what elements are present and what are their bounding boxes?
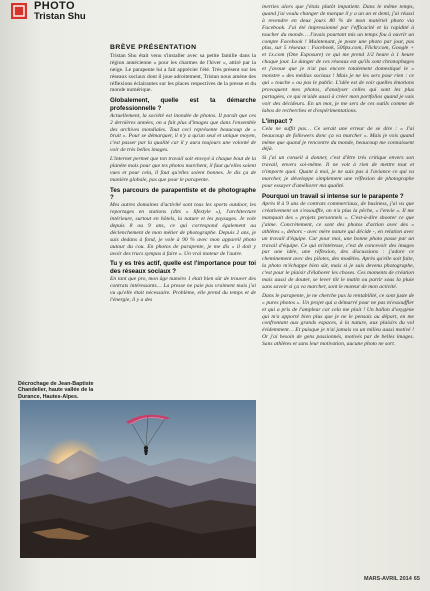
question-5: Pourquoi un travail si intense sur le parapente ? xyxy=(262,192,404,200)
answer-5-paragraph-2: Dans le parapente, je ne cherche pas la rentabilité, ce sont juste de « pures photos ». Un projet qui a démarré pour ne pas m'essouffler et qui a pris de l'ampleur car cela me plait ! Un ballon d'oxygène qui m'a apporté bien plus que je ne le pensais au départ, en me confrontant aux grands espaces, à la nature, aux plaisirs du vol évidemment… Et puisque je n'ai jamais vu un milieu aussi motivé ! Or j'ai besoin de gens passionnés, motivés par de belles images. Sans athlètes et sans leur motivation, aucune photo ne sort. xyxy=(262,292,414,348)
answer-2-paragraph: Mes autres domaines d'activité sont tous les sports outdoor, les reportages en stations (dits « lifestyle »), l'architecture intérieure, surtout en hôtels, la nature et les paysages. Je vole depuis 8 ou 9 ans, ce qui correspond également au déclenchement de mon métier de photographe. Depuis 2 ans, je suis dedans à fond, je vole à 90 % avec mon appareil photo autour du cou. En photos de parapente, je me dis « il doit y avoir des trucs sympas à faire ». Un vrai moteur de l'autre. xyxy=(110,202,256,257)
answer-3-paragraph: En tant que pro, mon âge numéro 1 était bien sûr de trouver des contrats intéressants… La presse ne paie pas vraiment mais j'ai vu qu'elle était nécessaire. Problème, elle prend du temps et de l'énergie, il y a des xyxy=(110,275,256,303)
section-label: PHOTO xyxy=(34,0,75,12)
paraglider-photo xyxy=(20,400,256,558)
issue-date: MARS-AVRIL 2014 xyxy=(364,576,412,582)
article-column-right xyxy=(262,4,414,350)
answer-4-paragraph-1: Cela ne suffit pas… Ce serait une erreur de se dire : « J'ai beaucoup de followers donc ça va marcher ». Mais je vois quand même que quand je rencontre du monde, beaucoup me connaissent déjà. xyxy=(262,125,414,153)
answer-1-paragraph-2: L'internet permet que ton travail soit envoyé à chaque bout de la planète mais pour que tes photos marchent, il faut qu'elles soient vues et pour cela, il faut qu'elles soient bonnes. Je dis ça de manière globale, pas que pour le parapente. xyxy=(110,156,256,183)
question-1: Globalement, quelle est ta démarche professionnelle ? xyxy=(110,97,256,112)
red-square-icon xyxy=(10,2,28,20)
intro-title: BRÈVE PRÉSENTATION xyxy=(110,44,197,51)
question-2: Tes parcours de parapentiste et de photographe ? xyxy=(110,186,256,202)
page-footer xyxy=(364,576,420,582)
question-3: Tu y es très actif, quelle est l'importance pour toi des réseaux sociaux ? xyxy=(110,260,256,275)
article-column-middle xyxy=(110,45,256,306)
author-name: Tristan Shu xyxy=(34,11,86,22)
answer-4-paragraph-2: Si j'ai un conseil à donner, c'est d'être très critique envers son travail, envers soi-même. Il ne voit à rien de mettre tout et n'importe quoi. Quant à moi, je ne suis pas à l'aviance ce qui va marcher, je développe simplement une réflexion de photographe pour essayer d'améliorer ma qualité. xyxy=(262,155,414,189)
mountain-sunset-illustration xyxy=(20,400,256,558)
answer-1-paragraph-1: Actuellement, la société est inondée de photos. Il paraît que ces 2 dernières années, on a fait plus d'images que dans l'ensemble des archives mondiales. Tout ceci représente beaucoup de « bruit ». Pour se démarquer, il n'y a qu'un seul et unique moyen, c'est passer par la qualité car il y aura toujours une volonté de voir de très belles images. xyxy=(110,112,256,154)
intro-paragraph: Tristan Shu était venu s'installer avec sa petite famille dans la région annécienne « pour les charmes de l'hiver », attiré par la neige. Le parapente lui a fait apprécier l'été. Très présent sur les réseaux sociaux dont il joue adroitement, Tristan nous amène des réflexions éclairantes sur les places respectives de la presse et du monde numérique. xyxy=(110,52,256,94)
photo-caption: Décrochage de Jean-Baptiste Chandelier, haute vallée de la Durance, Hautes-Alpes. xyxy=(18,381,94,400)
page-number: 65 xyxy=(413,576,420,582)
question-4: L'impact ? xyxy=(262,117,293,125)
answer-5-paragraph-1: Après 8 à 9 ans de contrats commerciaux, de business, j'ai vu que créativement on s'essouffle, on n'a plus la pêche, « l'envie ». Il me manquait des « projets personnels ». C'est-à-dire shooter ce que j'aime. Concrètement, ce sont des photos d'action avec des « athlètes », dehors - avec mère nature qui décide -, en relation avec un travail d'équipe. Car pour moi, une bonne photo passe par un travail d'équipe. Ce qui m'intéresse, c'est de concevoir des images par une idée, une réflexion, des discussions : j'adore ce cheminement avec des pilotes, des modèles. Après qu'elle soit faite, la photo m'échappe bien sûr, mais si je suis devenu photographe, c'est pour le plaisir d'élaborer les choses. Ces moments de création mais aussi de douter, se lever tôt le matin ou partir sous la pluie sans savoir si ça va marcher, sont le moteur de mon activité. xyxy=(262,201,414,290)
answer-3-continued: inerties alors que j'étais plutôt impatient. Dans le même temps, quand j'ai voulu changer de marque il y a un an et demi, j'ai réussi à revendre en deux jours 80 % de mon matériel photo via Facebook. J'ai été impressionné par l'efficacité et la rapidité à toucher du monde… J'avais pourtant mis un temps fou à ouvrir un compte Facebook ! Maintenant, je poste une photo par jour, pas plus, sur 5 réseaux : Facebook, 500px.com, Flickr.com, Google + et 1x.com (One Exposure) ce qui me prend 1/2 heure à 1 heure chaque jour. Le danger de ces réseaux est qu'ils sont chronophages et j'avoue que je n'ai pas encore totalement domestiqué le « monstre » des médias sociaux ! Mais je ne les sers pour rien : ce qui « touche » ou pas le public. L'idée est de voir quelles émotions provoquent mes photos, d'analyser celles qui sont les plus partagées, ce qui m'aide aussi à créer mon portfolios quand je vais voir des décideurs. En un mot, je me sers de ces outils comme de labos de recherches et d'expérimentations. xyxy=(262,4,414,114)
